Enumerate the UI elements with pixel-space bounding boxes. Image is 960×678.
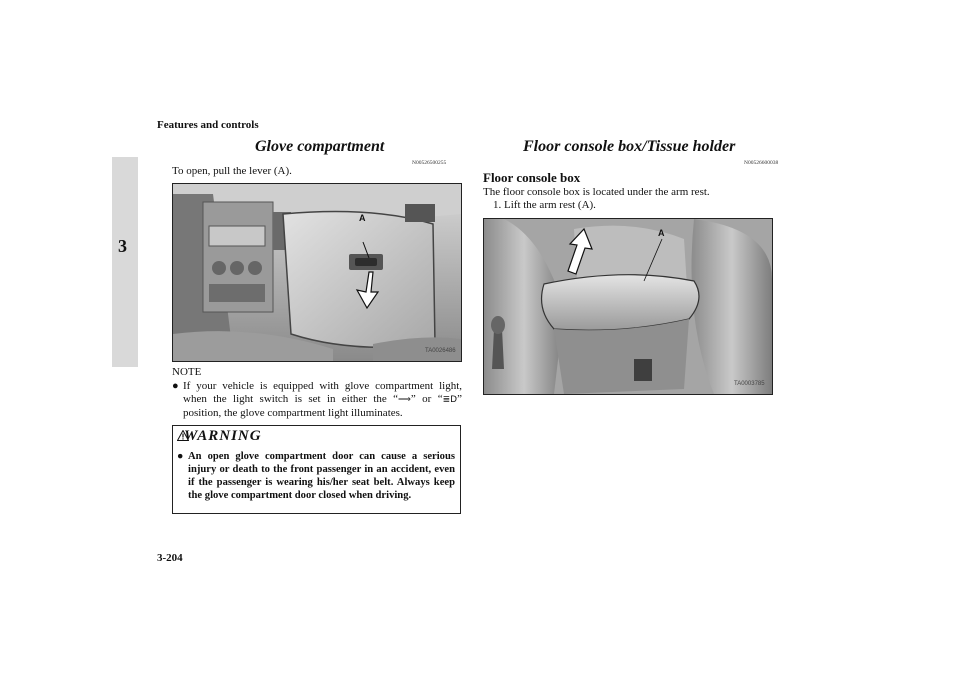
note-heading: NOTE bbox=[172, 366, 202, 378]
page-number: 3-204 bbox=[157, 552, 183, 564]
figure-code: TA0003785 bbox=[734, 381, 765, 387]
figure-callout-a: A bbox=[658, 228, 665, 238]
glove-compartment-code: N00526500255 bbox=[412, 160, 447, 166]
floor-console-title: Floor console box/Tissue holder bbox=[523, 138, 736, 155]
note-text-part: If your vehicle is equipped with glove compartment light, when the light switch is set in either the “ bbox=[183, 380, 462, 405]
floor-console-step-1: 1. Lift the arm rest (A). bbox=[493, 199, 596, 211]
note-text bbox=[183, 380, 462, 420]
warning-item bbox=[177, 450, 455, 502]
floor-console-intro: The floor console box is located under the arm rest. bbox=[483, 186, 710, 198]
note-item bbox=[172, 380, 462, 420]
figure-callout-a: A bbox=[359, 213, 366, 223]
glove-compartment-illustration bbox=[173, 184, 461, 361]
floor-console-figure bbox=[483, 218, 773, 395]
chapter-number: 3 bbox=[118, 236, 127, 256]
chapter-tab bbox=[112, 157, 138, 367]
glove-compartment-title: Glove compartment bbox=[255, 138, 385, 155]
floor-console-illustration bbox=[484, 219, 772, 394]
warning-heading: WARNING bbox=[184, 428, 262, 444]
glove-compartment-figure bbox=[172, 183, 462, 362]
note-text-part: ” position, the glove compartment light illuminates. bbox=[183, 393, 462, 419]
glove-compartment-intro: To open, pull the lever (A). bbox=[172, 165, 292, 177]
figure-code: TA0026486 bbox=[425, 348, 456, 354]
bullet-icon: ● bbox=[172, 380, 179, 392]
warning-text: An open glove compartment door can cause a serious injury or death to the front passenger in an accident, even if the passenger is wearing his/her seat belt. Always keep the glove compartment door closed when driving. bbox=[188, 451, 455, 501]
bullet-icon: ● bbox=[177, 451, 184, 462]
headlamp-icon: ≣D bbox=[442, 395, 458, 405]
running-header: Features and controls bbox=[157, 119, 259, 131]
parking-lamp-icon: ⟹ bbox=[398, 395, 411, 405]
note-text-part: ” or “ bbox=[410, 393, 443, 405]
floor-console-subtitle: Floor console box bbox=[483, 170, 581, 185]
floor-console-code: N00526600038 bbox=[744, 160, 779, 166]
